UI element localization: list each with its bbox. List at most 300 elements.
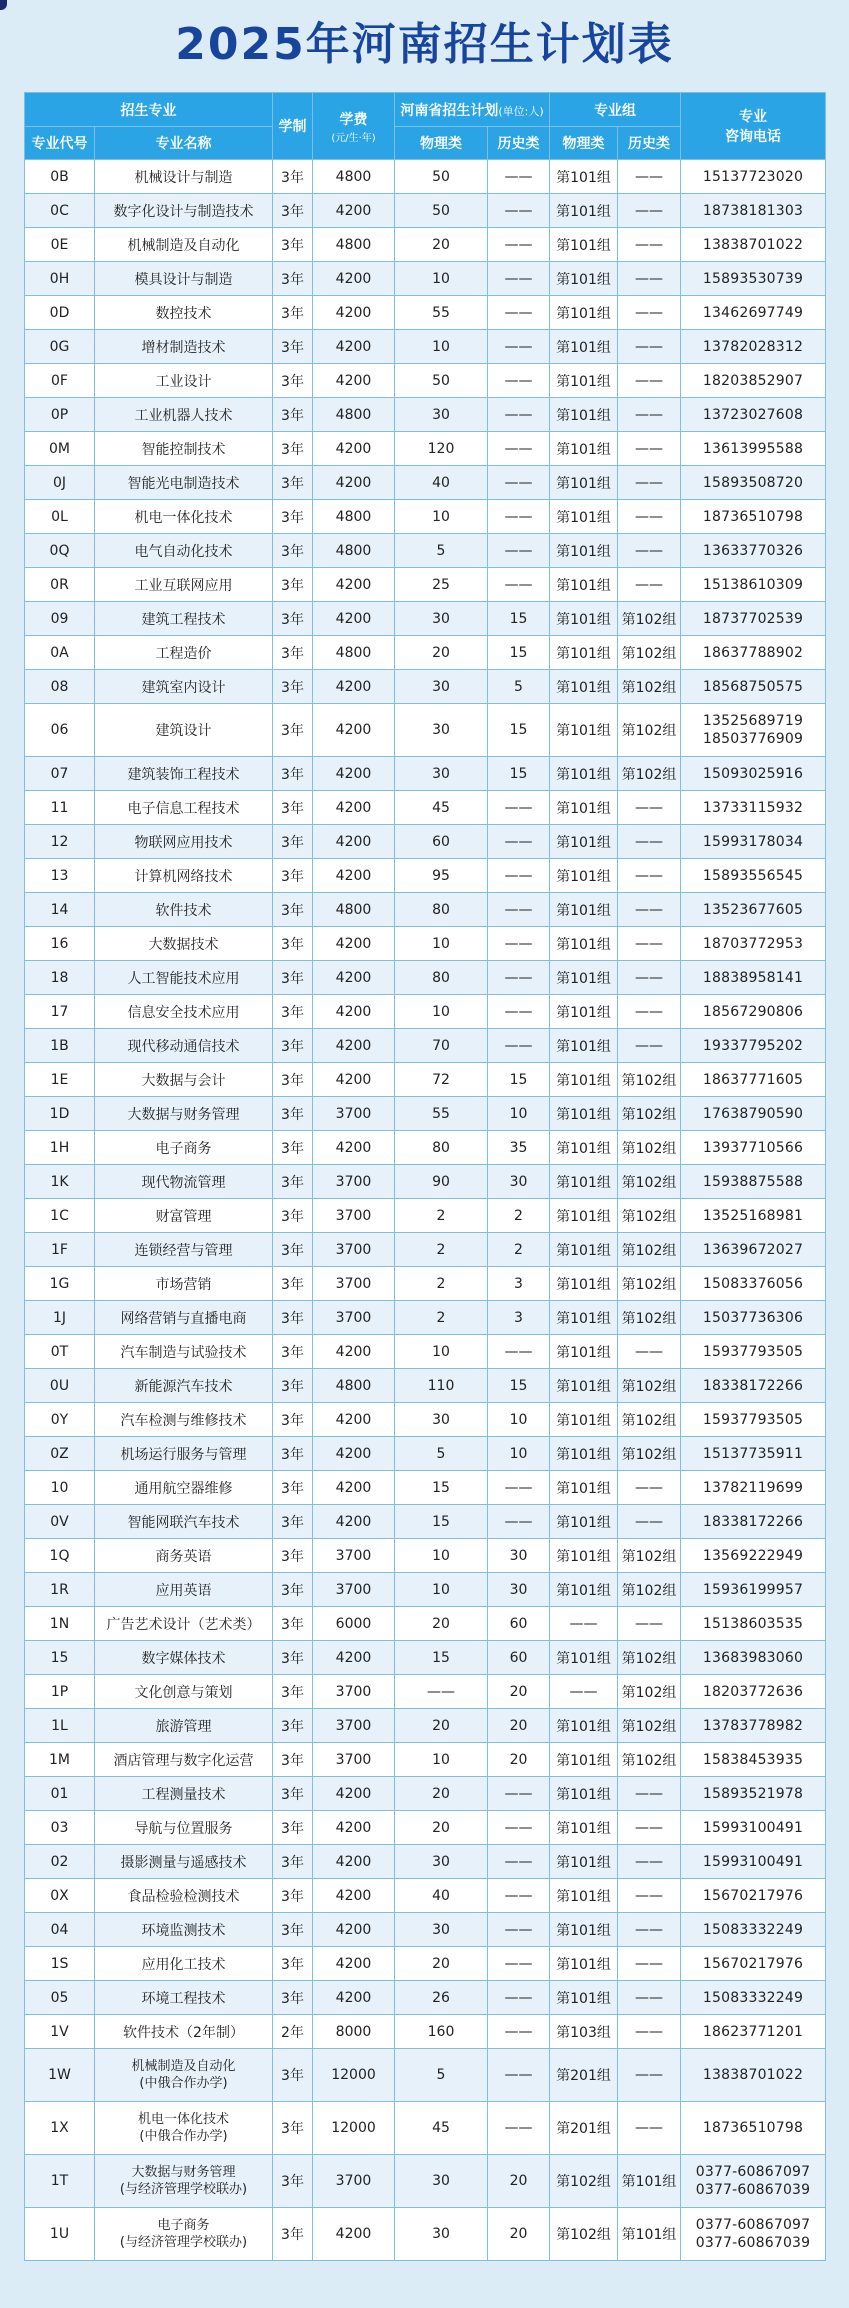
cell-code: 1V: [25, 2015, 95, 2049]
cell-group-history: 第102组: [618, 1199, 681, 1233]
cell-fee: 4200: [313, 262, 395, 296]
header-group: 专业组: [550, 93, 681, 127]
table-row: [25, 194, 826, 228]
table-row: [25, 2015, 826, 2049]
cell-phone: [681, 1097, 826, 1131]
table-row: [25, 500, 826, 534]
cell-code: 1B: [25, 1029, 95, 1063]
cell-duration: 3年: [273, 296, 313, 330]
table-row: [25, 1471, 826, 1505]
phone-number: 15893521978: [702, 1785, 804, 1802]
cell-duration: 3年: [273, 636, 313, 670]
cell-phone: [681, 1811, 826, 1845]
cell-physics-plan: 10: [395, 330, 488, 364]
table-row: [25, 1641, 826, 1675]
cell-major-name: [95, 995, 273, 1029]
cell-group-physics: 第103组: [550, 2015, 618, 2049]
cell-physics-plan: 30: [395, 1403, 488, 1437]
cell-major-name: [95, 1471, 273, 1505]
cell-major-name: [95, 2102, 273, 2155]
cell-history-plan: 10: [488, 1437, 550, 1471]
cell-group-history: ——: [618, 825, 681, 859]
cell-history-plan: 3: [488, 1301, 550, 1335]
cell-group-physics: 第101组: [550, 1913, 618, 1947]
cell-physics-plan: 20: [395, 1947, 488, 1981]
cell-group-physics: 第101组: [550, 893, 618, 927]
cell-physics-plan: 60: [395, 825, 488, 859]
cell-code: 0Y: [25, 1403, 95, 1437]
cell-duration: 3年: [273, 1165, 313, 1199]
table-header: [25, 93, 826, 160]
cell-fee: 4200: [313, 568, 395, 602]
phone-number: 13523677605: [702, 901, 804, 918]
cell-physics-plan: 20: [395, 1777, 488, 1811]
phone-number: 15670217976: [702, 1955, 804, 1972]
major-name-line: 市场营销: [155, 1276, 212, 1293]
cell-duration: 3年: [273, 1641, 313, 1675]
cell-code: 0H: [25, 262, 95, 296]
cell-physics-plan: 30: [395, 602, 488, 636]
table-row: [25, 1165, 826, 1199]
major-name-note: (与经济管理学校联办): [119, 2182, 248, 2197]
cell-group-physics: 第101组: [550, 1165, 618, 1199]
cell-major-name: [95, 1777, 273, 1811]
cell-fee: 4200: [313, 1981, 395, 2015]
cell-physics-plan: 20: [395, 636, 488, 670]
cell-major-name: [95, 1301, 273, 1335]
cell-fee: 4200: [313, 1777, 395, 1811]
cell-phone: [681, 1641, 826, 1675]
table-row: [25, 1709, 826, 1743]
table-row: [25, 1131, 826, 1165]
cell-code: 0Z: [25, 1437, 95, 1471]
cell-fee: 4200: [313, 1879, 395, 1913]
cell-phone: [681, 927, 826, 961]
cell-physics-plan: 5: [395, 2049, 488, 2102]
cell-phone: [681, 704, 826, 757]
phone-number: 15993100491: [702, 1853, 804, 1870]
table-row: [25, 1233, 826, 1267]
major-name-line: 食品检验检测技术: [127, 1888, 240, 1905]
cell-history-plan: ——: [488, 534, 550, 568]
cell-history-plan: ——: [488, 296, 550, 330]
table-row: [25, 1199, 826, 1233]
cell-physics-plan: 40: [395, 466, 488, 500]
cell-history-plan: ——: [488, 791, 550, 825]
phone-number: 13633770326: [702, 542, 804, 559]
major-name-line: 机场运行服务与管理: [120, 1446, 247, 1463]
cell-phone: [681, 602, 826, 636]
cell-code: 09: [25, 602, 95, 636]
cell-physics-plan: 15: [395, 1641, 488, 1675]
cell-phone: [681, 534, 826, 568]
cell-major-name: [95, 262, 273, 296]
cell-phone: [681, 398, 826, 432]
phone-number: 15838453935: [702, 1751, 804, 1768]
cell-code: 08: [25, 670, 95, 704]
phone-number: 15083332249: [702, 1921, 804, 1938]
cell-group-history: 第102组: [618, 636, 681, 670]
cell-fee: 4800: [313, 893, 395, 927]
cell-phone: [681, 1981, 826, 2015]
cell-physics-plan: 95: [395, 859, 488, 893]
cell-history-plan: ——: [488, 825, 550, 859]
table-row: [25, 1675, 826, 1709]
header-phone-l1: 专业: [739, 109, 768, 125]
phone-number-alt: 18503776909: [702, 731, 804, 747]
cell-group-history: ——: [618, 194, 681, 228]
major-name-line: 旅游管理: [155, 1718, 212, 1735]
cell-physics-plan: 30: [395, 757, 488, 791]
cell-group-physics: 第101组: [550, 995, 618, 1029]
cell-duration: 3年: [273, 893, 313, 927]
cell-phone: [681, 757, 826, 791]
cell-major-name: [95, 1029, 273, 1063]
major-name-line: 工程造价: [155, 645, 212, 662]
cell-group-history: 第102组: [618, 1437, 681, 1471]
cell-history-plan: 10: [488, 1097, 550, 1131]
cell-duration: 3年: [273, 1097, 313, 1131]
phone-number: 13783778982: [702, 1717, 804, 1734]
cell-history-plan: ——: [488, 160, 550, 194]
table-row: [25, 670, 826, 704]
cell-group-physics: 第101组: [550, 791, 618, 825]
table-row: [25, 364, 826, 398]
cell-phone: [681, 1607, 826, 1641]
cell-major-name: [95, 1675, 273, 1709]
cell-phone: [681, 228, 826, 262]
phone-number: 15993100491: [702, 1819, 804, 1836]
cell-history-plan: 30: [488, 1165, 550, 1199]
cell-code: 0A: [25, 636, 95, 670]
phone-number: 13525689719: [702, 713, 804, 729]
cell-physics-plan: 55: [395, 1097, 488, 1131]
cell-physics-plan: 72: [395, 1063, 488, 1097]
phone-number: 13683983060: [702, 1649, 804, 1666]
cell-fee: 4200: [313, 1335, 395, 1369]
cell-fee: 3700: [313, 1199, 395, 1233]
cell-phone: [681, 1131, 826, 1165]
table-row: [25, 1097, 826, 1131]
major-name-note: (中俄合作办学): [139, 2076, 228, 2091]
cell-phone: [681, 636, 826, 670]
cell-group-history: 第102组: [618, 1641, 681, 1675]
cell-history-plan: 15: [488, 1063, 550, 1097]
cell-group-history: ——: [618, 160, 681, 194]
phone-number: 15137735911: [702, 1445, 804, 1462]
phone-number: 0377-60867097: [695, 2164, 811, 2180]
cell-group-physics: 第101组: [550, 194, 618, 228]
cell-phone: [681, 1947, 826, 1981]
cell-phone: [681, 1471, 826, 1505]
cell-phone: [681, 995, 826, 1029]
cell-history-plan: ——: [488, 961, 550, 995]
major-name-line: 应用化工技术: [141, 1956, 226, 1973]
cell-major-name: [95, 1165, 273, 1199]
cell-physics-plan: 2: [395, 1199, 488, 1233]
cell-group-physics: 第101组: [550, 1029, 618, 1063]
cell-fee: 3700: [313, 2155, 395, 2208]
cell-group-physics: 第101组: [550, 1403, 618, 1437]
phone-number: 15037736306: [702, 1309, 804, 1326]
cell-duration: 3年: [273, 1131, 313, 1165]
cell-code: 1E: [25, 1063, 95, 1097]
cell-physics-plan: 120: [395, 432, 488, 466]
cell-major-name: [95, 330, 273, 364]
cell-history-plan: 20: [488, 1743, 550, 1777]
cell-major-name: [95, 534, 273, 568]
cell-group-history: 第102组: [618, 1063, 681, 1097]
cell-history-plan: 15: [488, 636, 550, 670]
cell-history-plan: 15: [488, 1369, 550, 1403]
cell-phone: [681, 1165, 826, 1199]
cell-physics-plan: 2: [395, 1267, 488, 1301]
cell-major-name: [95, 825, 273, 859]
cell-group-history: 第102组: [618, 1233, 681, 1267]
cell-major-name: [95, 1199, 273, 1233]
cell-major-name: [95, 228, 273, 262]
phone-number: 18203772636: [702, 1683, 804, 1700]
cell-duration: 3年: [273, 432, 313, 466]
cell-group-history: 第102组: [618, 704, 681, 757]
cell-code: 0T: [25, 1335, 95, 1369]
cell-phone: [681, 1879, 826, 1913]
cell-fee: 4200: [313, 961, 395, 995]
table-body: [25, 160, 826, 2261]
header-history: 历史类: [488, 127, 550, 160]
cell-physics-plan: 160: [395, 2015, 488, 2049]
cell-fee: 4200: [313, 1063, 395, 1097]
cell-history-plan: ——: [488, 228, 550, 262]
cell-code: 0B: [25, 160, 95, 194]
cell-physics-plan: 10: [395, 500, 488, 534]
table-row: [25, 432, 826, 466]
cell-duration: 3年: [273, 1913, 313, 1947]
major-name-line: 智能控制技术: [141, 441, 226, 458]
cell-fee: 4200: [313, 1811, 395, 1845]
cell-major-name: [95, 1743, 273, 1777]
cell-group-history: ——: [618, 1879, 681, 1913]
cell-code: 1S: [25, 1947, 95, 1981]
cell-physics-plan: 80: [395, 893, 488, 927]
cell-history-plan: ——: [488, 1029, 550, 1063]
cell-group-physics: 第101组: [550, 330, 618, 364]
cell-history-plan: 10: [488, 1403, 550, 1437]
table-row: [25, 1437, 826, 1471]
cell-fee: 4200: [313, 1947, 395, 1981]
cell-group-physics: 第102组: [550, 2208, 618, 2261]
table-row: [25, 1947, 826, 1981]
cell-fee: 4200: [313, 927, 395, 961]
cell-fee: 4200: [313, 1845, 395, 1879]
cell-group-history: ——: [618, 466, 681, 500]
cell-history-plan: ——: [488, 466, 550, 500]
cell-phone: [681, 194, 826, 228]
cell-group-physics: ——: [550, 1607, 618, 1641]
cell-history-plan: ——: [488, 1913, 550, 1947]
cell-duration: 3年: [273, 2208, 313, 2261]
major-name-line: 人工智能技术应用: [127, 970, 240, 987]
cell-history-plan: ——: [488, 1947, 550, 1981]
cell-duration: 3年: [273, 1539, 313, 1573]
cell-major-name: [95, 1505, 273, 1539]
cell-group-history: ——: [618, 893, 681, 927]
cell-code: 13: [25, 859, 95, 893]
major-name-line: 电子商务: [157, 2218, 210, 2233]
cell-group-physics: 第101组: [550, 1437, 618, 1471]
major-name-line: 增材制造技术: [141, 339, 226, 356]
cell-group-history: ——: [618, 262, 681, 296]
cell-group-history: ——: [618, 2049, 681, 2102]
table-row: [25, 1505, 826, 1539]
cell-fee: 4800: [313, 636, 395, 670]
cell-phone: [681, 1845, 826, 1879]
cell-history-plan: ——: [488, 995, 550, 1029]
cell-code: 1K: [25, 1165, 95, 1199]
phone-number: 18736510798: [702, 508, 804, 525]
cell-major-name: [95, 1267, 273, 1301]
cell-group-physics: 第101组: [550, 1505, 618, 1539]
cell-fee: 4200: [313, 704, 395, 757]
cell-group-physics: 第101组: [550, 568, 618, 602]
major-name-line: 建筑装饰工程技术: [127, 766, 240, 783]
cell-history-plan: ——: [488, 1845, 550, 1879]
cell-major-name: [95, 2208, 273, 2261]
cell-duration: 3年: [273, 262, 313, 296]
cell-major-name: [95, 296, 273, 330]
phone-number: 18637771605: [702, 1071, 804, 1088]
table-row: [25, 893, 826, 927]
cell-physics-plan: 20: [395, 1607, 488, 1641]
cell-fee: 3700: [313, 1097, 395, 1131]
cell-fee: 4800: [313, 500, 395, 534]
cell-physics-plan: 90: [395, 1165, 488, 1199]
cell-group-physics: 第102组: [550, 2155, 618, 2208]
cell-code: 1X: [25, 2102, 95, 2155]
cell-fee: 8000: [313, 2015, 395, 2049]
cell-duration: 3年: [273, 961, 313, 995]
cell-phone: [681, 1029, 826, 1063]
header-plan: [395, 93, 550, 127]
cell-history-plan: ——: [488, 432, 550, 466]
cell-group-history: ——: [618, 534, 681, 568]
header-physics: 物理类: [395, 127, 488, 160]
major-name-line: 机电一体化技术: [137, 2112, 229, 2127]
cell-duration: 3年: [273, 534, 313, 568]
cell-fee: 4200: [313, 825, 395, 859]
cell-code: 1P: [25, 1675, 95, 1709]
cell-major-name: [95, 2049, 273, 2102]
table-row: [25, 2102, 826, 2155]
cell-group-history: 第102组: [618, 1267, 681, 1301]
phone-number: 18738181303: [702, 202, 804, 219]
cell-physics-plan: 50: [395, 160, 488, 194]
cell-duration: 3年: [273, 1573, 313, 1607]
major-name-line: 建筑室内设计: [141, 679, 226, 696]
cell-code: 14: [25, 893, 95, 927]
cell-history-plan: 20: [488, 2208, 550, 2261]
cell-fee: 4200: [313, 364, 395, 398]
cell-group-physics: 第101组: [550, 704, 618, 757]
cell-group-history: ——: [618, 1913, 681, 1947]
cell-group-history: 第102组: [618, 1675, 681, 1709]
cell-physics-plan: 2: [395, 1301, 488, 1335]
phone-number: 18203852907: [702, 372, 804, 389]
cell-code: 15: [25, 1641, 95, 1675]
cell-group-physics: 第101组: [550, 1369, 618, 1403]
cell-code: 0F: [25, 364, 95, 398]
phone-number-alt: 0377-60867039: [695, 2182, 811, 2198]
phone-number: 15937793505: [702, 1411, 804, 1428]
phone-number: 13782119699: [702, 1479, 804, 1496]
cell-physics-plan: 50: [395, 194, 488, 228]
cell-physics-plan: 30: [395, 1845, 488, 1879]
cell-phone: [681, 466, 826, 500]
table-row: [25, 568, 826, 602]
table-row: [25, 1607, 826, 1641]
cell-duration: 3年: [273, 1233, 313, 1267]
phone-number: 13613995588: [702, 440, 804, 457]
phone-number: 19337795202: [702, 1037, 804, 1054]
cell-code: 17: [25, 995, 95, 1029]
cell-group-physics: 第101组: [550, 927, 618, 961]
cell-code: 1T: [25, 2155, 95, 2208]
cell-duration: 3年: [273, 228, 313, 262]
cell-group-physics: 第101组: [550, 1131, 618, 1165]
major-name-line: 软件技术: [155, 902, 212, 919]
cell-history-plan: ——: [488, 1879, 550, 1913]
cell-duration: 3年: [273, 704, 313, 757]
table-row: [25, 1335, 826, 1369]
cell-fee: 3700: [313, 1539, 395, 1573]
cell-major-name: [95, 961, 273, 995]
major-name-line: 智能网联汽车技术: [127, 1514, 240, 1531]
cell-major-name: [95, 636, 273, 670]
phone-number: 15083376056: [702, 1275, 804, 1292]
cell-duration: 3年: [273, 1811, 313, 1845]
cell-duration: 3年: [273, 364, 313, 398]
cell-group-history: ——: [618, 859, 681, 893]
cell-group-history: 第102组: [618, 1403, 681, 1437]
cell-duration: 3年: [273, 1709, 313, 1743]
major-name-line: 应用英语: [155, 1582, 212, 1599]
table-row: [25, 961, 826, 995]
table-row: [25, 398, 826, 432]
cell-major-name: [95, 1981, 273, 2015]
major-name-line: 数字化设计与制造技术: [113, 203, 254, 220]
cell-group-history: 第102组: [618, 1097, 681, 1131]
cell-code: 1H: [25, 1131, 95, 1165]
cell-duration: 3年: [273, 670, 313, 704]
phone-number: 15936199957: [702, 1581, 804, 1598]
phone-number: 18568750575: [702, 678, 804, 695]
table-row: [25, 466, 826, 500]
cell-fee: 4200: [313, 1403, 395, 1437]
cell-phone: [681, 791, 826, 825]
cell-major-name: [95, 1811, 273, 1845]
cell-group-physics: 第101组: [550, 1573, 618, 1607]
cell-history-plan: ——: [488, 927, 550, 961]
cell-group-physics: ——: [550, 1675, 618, 1709]
phone-number: 15138603535: [702, 1615, 804, 1632]
phone-number: 13838701022: [702, 236, 804, 253]
cell-duration: 3年: [273, 1471, 313, 1505]
cell-code: 0L: [25, 500, 95, 534]
cell-group-physics: 第101组: [550, 670, 618, 704]
cell-group-history: ——: [618, 1811, 681, 1845]
cell-fee: 3700: [313, 1233, 395, 1267]
cell-major-name: [95, 1063, 273, 1097]
